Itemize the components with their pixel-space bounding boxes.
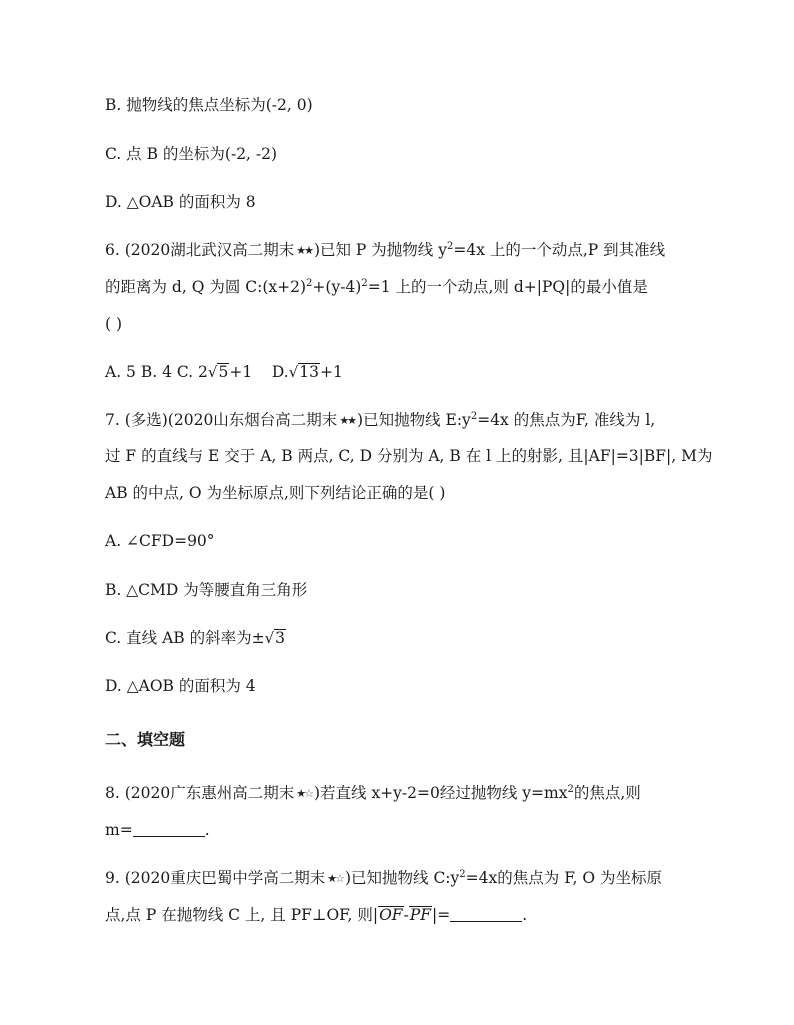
vector-PF: PF (409, 906, 431, 924)
option-5b: B. 抛物线的焦点坐标为(-2, 0) (105, 96, 313, 114)
option-7a: A. ∠CFD=90° (105, 532, 215, 550)
sqrt-5: √5 (207, 363, 229, 381)
question-7-line-3: AB 的中点, O 为坐标原点,则下列结论正确的是( ) (105, 484, 446, 502)
question-6-line-2: 的距离为 d, Q 为圆 $C:(x+2)^2+(y-4)^2=1$ 上的一个动点,则 d+|PQ|的最小值是 (105, 278, 648, 296)
answer-blank-8[interactable] (133, 822, 205, 837)
question-6-options: A. 5 B. 4 C. 2√5+1 D.√13+1 (105, 363, 343, 381)
difficulty-stars-icon: ★☆ (327, 872, 343, 885)
option-7d: D. △AOB 的面积为 4 (105, 677, 256, 695)
section-heading-fill-blank: 二、填空题 (105, 730, 186, 749)
difficulty-stars-icon: ★★ (339, 414, 356, 427)
question-8-line-2: m= . (105, 821, 210, 839)
option-7c: C. 直线 AB 的斜率为±√3 (105, 629, 286, 647)
difficulty-stars-icon: ★★ (296, 244, 312, 257)
difficulty-stars-icon: ★☆ (296, 787, 312, 800)
question-7-line-1: 7. (多选)(2020山东烟台高二期末 ★★ )已知抛物线 $E:y^2=4x$ 的焦点为F, 准线为 l, (105, 409, 655, 432)
option-7b: B. △CMD 为等腰直角三角形 (105, 581, 308, 599)
sqrt-13: √13 (288, 363, 320, 381)
question-7-line-2: 过 F 的直线与 E 交于 A, B 两点, C, D 分别为 A, B 在 l 上的射影, 且|AF|=3|BF|, M为 (105, 447, 713, 465)
option-5c: C. 点 B 的坐标为(-2, -2) (105, 145, 278, 163)
question-9-line-2: 点,点 P 在抛物线 C 上, 且 PF⊥OF, 则|OF-PF|= . (105, 906, 528, 924)
sqrt-3: √3 (264, 629, 286, 647)
question-9-line-1: 9. (2020重庆巴蜀中学高二期末 ★☆ )已知抛物线 $C:y^2=4x$的焦点为 F, O 为坐标原 (105, 867, 662, 890)
question-6-answer-paren: ( ) (105, 315, 123, 333)
question-6-line-1: 6. (2020湖北武汉高二期末 ★★ )已知 P 为抛物线 $y^2=4x$ 上的一个动点,P 到其准线 (105, 239, 665, 262)
option-5d: D. △OAB 的面积为 8 (105, 193, 256, 211)
question-8-line-1: 8. (2020广东惠州高二期末 ★☆ )若直线 x+y-2=0经过抛物线 $y=mx^2$的焦点,则 (105, 782, 641, 805)
vector-OF: OF (379, 906, 403, 924)
answer-blank-9[interactable] (450, 907, 522, 922)
